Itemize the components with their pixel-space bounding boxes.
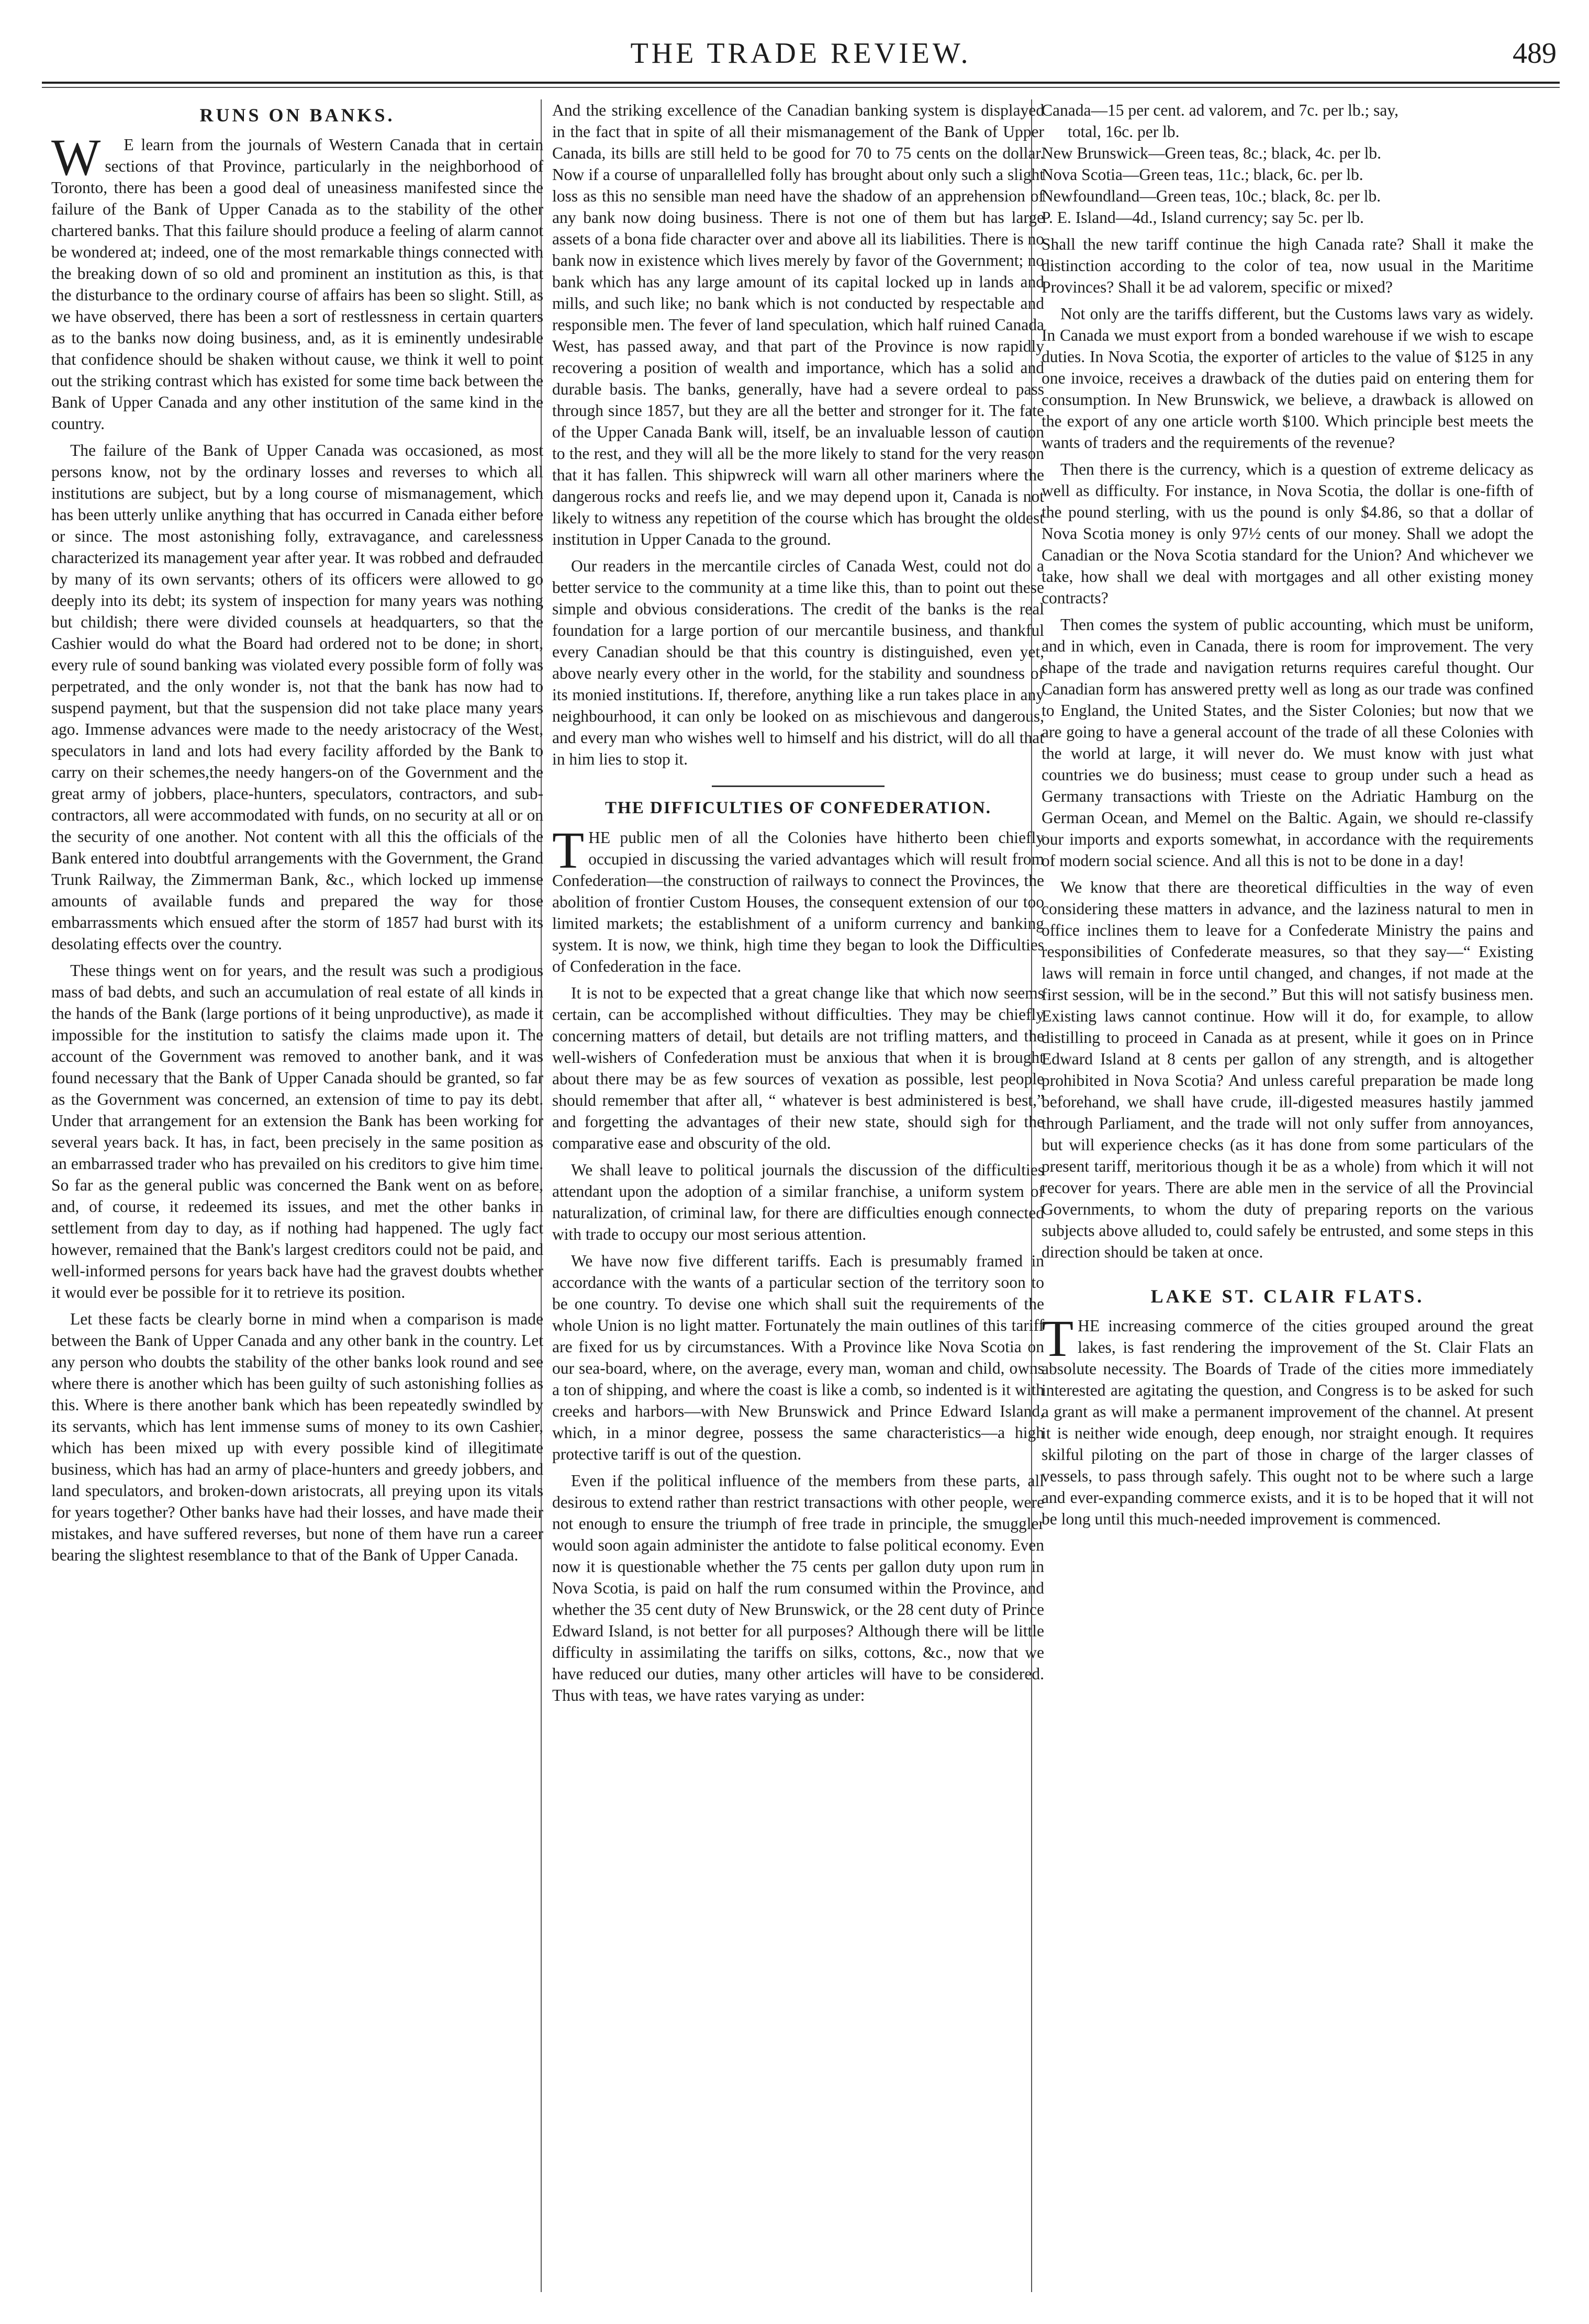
- article-paragraph: We shall leave to political journals the discussion of the difficulties attendant upon the adoption of a similar franchise, a uniform system of naturalization, of criminal law, for there are difficulties enough connected with trade to occupy our most serious attention.: [552, 1161, 1044, 1243]
- article-headline-st-clair: LAKE ST. CLAIR FLATS.: [1150, 1286, 1425, 1307]
- rate-line: Nova Scotia—Green teas, 11c.; black, 6c. per lb.: [1042, 165, 1363, 184]
- rate-line: P. E. Island—4d., Island currency; say 5c. per lb.: [1042, 208, 1364, 227]
- column-1: [51, 99, 543, 2303]
- tea-duty-rates: [1042, 99, 1534, 228]
- article-paragraph: Our readers in the mercantile circles of Canada West, could not do a better service to the community at a time like this, than to point out these simple and obvious considerations. The credit of the banks is the real foundation for a large portion of our mercantile business, and thankful every Canadian should be that this country is distinguished, even yet, above nearly every other in the world, for the stability and soundness of its monied institutions. If, therefore, anything like a run takes place in any neighbourhood, it can only be looked on as mischievous and dangerous, and every man who wishes well to himself and his district, will do all that in him lies to stop it.: [552, 557, 1044, 768]
- rate-line: total, 16c. per lb.: [1068, 122, 1180, 141]
- drop-cap: T: [552, 821, 585, 879]
- article-paragraph: The failure of the Bank of Upper Canada was occasioned, as most persons know, not by the ordinary losses and reverses to which all institutions are subject, but by a long course of mismanagement, which has been utterly unlike anything that has occurred in Canada either before or since. The most astonishing folly, extravagance, and carelessness characterized its management year after year. It was robbed and defrauded by many of its own servants; others of its officers were allowed to go deeply into its debt; its system of inspection for many years was nothing but childish; there were divided counsels at headquarters, so that the Cashier would do what the Board had ordered not to be done; in short, every rule of sound banking was violated every possible form of folly was perpetrated, and the only wonder is, not that the bank has now had to suspend payment, but that the suspension did not take place many years ago. Immense advances were made to the needy aristocracy of the West, speculators in land and lots had every facility afforded by the Bank to carry on their schemes,the needy hangers-on of the Government and the great army of jobbers, place-hunters, speculators, contractors, and sub-contractors, all were accommodated with funds, on no security at all or on the security of one another. Not content with all this the officials of the Bank entered into doubtful arrangements with the Government, the Grand Trunk Railway, the Zimmerman Bank, &c., which locked up immense amounts of available funds and prepared the way for those embarrassments which ensued after the storm of 1857 had burst with its desolating effects over the country.: [51, 441, 543, 953]
- publication-title: THE TRADE REVIEW.: [630, 37, 971, 70]
- column-2: [552, 99, 1044, 2303]
- article-paragraph: We know that there are theoretical difficulties in the way of even considering these matters in advance, and the laziness natural to men in office inclines them to leave for a Confederate Ministry the pains and responsibilities of Confederate measures, so that they say—“ Existing laws will remain in force until changed, and changes, if not made at the first session, will be in the second.” But this will not satisfy business men. Existing laws cannot continue. How will it do, for example, to allow distilling to proceed in Canada as at present, while it goes on in Prince Edward Island at 8 cents per gallon of any strength, and is altogether prohibited in Nova Scotia? And unless careful preparation be made long beforehand, we shall have crude, ill-digested measures hastily jammed through Parliament, and the trade will not only suffer from annoyances, but will experience checks (as it has done from some particulars of the present tariff, meritorious though it be as a whole) from which it will not recover for years. There are able men in the service of all the Provincial Governments, to whom the duty of preparing reports on the various subjects above alluded to, could safely be entrusted, and some steps in this direction should be taken at once.: [1042, 878, 1534, 1261]
- header-rule: [42, 82, 1560, 84]
- header-rule-thin: [42, 87, 1560, 88]
- article-headline-runs-on-banks: RUNS ON BANKS.: [199, 105, 395, 126]
- article-paragraph: Let these facts be clearly borne in mind when a comparison is made between the Bank of Upper Canada and any other bank in the country. Let any person who doubts the stability of the other banks look round and see where there is another which has been guilty of such astonishing follies as this. Where is there another bank which has been repeatedly swindled by its servants, which has lent immense sums of money to its own Cashier, which has been mixed up with every possible kind of illegitimate business, which has had an army of place-hunters and greedy jobbers, and land speculators, and broken-down aristocrats, all preying upon its vitals for years together? Other banks have had their losses, and have made their mistakes, and have suffered reverses, but none of them have run a career bearing the slightest resemblance to that of the Bank of Upper Canada.: [51, 1310, 543, 1564]
- article-paragraph: These things went on for years, and the result was such a prodigious mass of bad debts, and such an accumulation of real estate of all kinds in the hands of the Bank (large portions of it being unproductive), as made it impossible for the institution to satisfy the claims made upon it. The account of the Government was removed to another bank, and it was found necessary that the Bank of Upper Canada should be granted, so far as the Government was concerned, an extension of time to pay its debt. Under that arrangement for an extension the Bank has been working for several years back. It has, in fact, been precisely in the same position as an embarrassed trader who has prevailed on his creditors to give him time. So far as the general public was concerned the Bank went on as before, and, of course, it redeemed its issues, and met the other banks in settlement from day to day, as if nothing had happened. The ugly fact however, remained that the Bank's largest creditors could not be paid, and well-informed persons for years back have had the gravest doubts whether it would ever be possible for it to retrieve its position.: [51, 961, 543, 1301]
- article-paragraph: THE increasing commerce of the cities grouped around the great lakes, is fast rendering the improvement of the St. Clair Flats an absolute necessity. The Boards of Trade of the cities more immediately interested are agitating the question, and Congress is to be asked for such a grant as will make a permanent improvement of the channel. At present it is neither wide enough, deep enough, nor straight enough. It requires skilful piloting on the part of those in charge of the larger classes of vessels, to pass through safely. This ought not to be where such a large and ever-expanding commerce exists, and it is to be hoped that it will not be long until this much-needed improvement is commenced.: [1042, 1309, 1534, 1528]
- article-paragraph: THE public men of all the Colonies have hitherto been chiefly occupied in discussing the varied advantages which will result from Confederation—the construction of railways to connect the Provinces, the abolition of frontier Custom Houses, the consequent extension of our too limited markets; the establishment of a uniform currency and banking system. It is now, we think, high time they began to look the Difficulties of Confederation in the face.: [552, 821, 1044, 975]
- article-paragraph: Shall the new tariff continue the high Canada rate? Shall it make the distinction according to the color of tea, now usual in the Maritime Provinces? Shall it be ad valorem, specific or mixed?: [1042, 235, 1534, 296]
- drop-cap: W: [51, 128, 101, 186]
- article-paragraph: And the striking excellence of the Canadian banking system is displayed in the fact that in spite of all their mismanagement of the Bank of Upper Canada, its bills are still held to be good for 70 to 75 cents on the dollar. Now if a course of unparallelled folly has brought about only such a slight loss as this no sensible man need have the shadow of an apprehension of any bank now doing business. There is not one of them but has large assets of a bona fide character over and above all its liabilities. There is no bank now in existence which lives merely by favor of the Government; no bank which has any large amount of its capital locked up in lands and mills, and such like; no bank which is not conducted by respectable and responsible men. The fever of land speculation, which half ruined Canada West, has passed away, and that part of the Province is now rapidly recovering a position of wealth and importance, which has a solid and durable basis. The banks, generally, have had a severe ordeal to pass through since 1857, but they are all the better and stronger for it. The fate of the Upper Canada Bank will, itself, be an invaluable lesson of caution to the rest, and they will all be the more likely to stand for the very reason that it has fallen. This shipwreck will warn all other mariners where the dangerous rocks and reefs lie, and we may depend upon it, Canada is not likely to witness any repetition of the course which has brought the oldest institution in Upper Canada to the ground.: [552, 101, 1044, 548]
- article-paragraph: Then comes the system of public accounting, which must be uniform, and in which, even in Canada, there is room for improvement. The very shape of the trade and navigation returns requires careful thought. Our Canadian form has answered pretty well as long as our trade was confined to England, the United States, and the Sister Colonies; but now that we are going to have a general account of the trade of all these Colonies with the world at large, it will never do. We must know with just what countries we do business; must cease to group under such a head as Germany transactions with Trieste on the Adriatic Hamburg on the German Ocean, and Memel on the Baltic. Again, we should re-classify our imports and exports somewhat, in accordance with the requirements of modern social science. And all this is not to be done in a day!: [1042, 615, 1534, 870]
- rate-line: New Brunswick—Green teas, 8c.; black, 4c. per lb.: [1042, 144, 1382, 162]
- article-paragraph: We have now five different tariffs. Each is presumably framed in accordance with the wants of a particular section of the territory soon to be one country. To devise one which shall suit the requirements of the whole Union is no light matter. Fortunately the main outlines of this tariff are fixed for us by circumstances. With a Province like Nova Scotia on our sea-board, where, on the average, every man, woman and child, owns a ton of shipping, and where the coast is like a comb, so indented is it with creeks and harbors—with New Brunswick and Prince Edward Island, which, in a minor degree, possess the same characteristics—a high protective tariff is out of the question.: [552, 1252, 1044, 1463]
- article-paragraph: Not only are the tariffs different, but the Customs laws vary as widely. In Canada we must export from a bonded warehouse if we wish to escape duties. In Nova Scotia, the exporter of articles to the value of $125 in any one invoice, receives a drawback of the duties paid on entering them for consumption. In New Brunswick, we believe, a drawback is allowed on the export of any one article worth $100. Which principle best meets the wants of traders and the requirements of the revenue?: [1042, 305, 1534, 452]
- drop-cap: T: [1042, 1309, 1074, 1367]
- article-separator: [712, 785, 885, 787]
- column-3: [1042, 99, 1534, 2303]
- article-paragraph: It is not to be expected that a great change like that which now seems certain, can be accomplished without difficulties. They may be chiefly concerning matters of detail, but details are not trifling matters, and the well-wishers of Confederation must be anxious that when it is brought about there may be as few sources of vexation as possible, lest people should remember that after all, “ whatever is best administered is best,” and forgetting the advantages of their new state, should sigh for the comparative ease and obscurity of the old.: [552, 984, 1044, 1152]
- page-number: 489: [1513, 37, 1557, 70]
- article-paragraph: Then there is the currency, which is a question of extreme delicacy as well as difficulty. For instance, in Nova Scotia, the dollar is one-fifth of the pound sterling, with us the pound is only $4.86, so that a dollar of Nova Scotia money is only 97½ cents of our money. Shall we adopt the Canadian or the Nova Scotia standard for the Union? And whichever we take, how shall we deal with mortgages and all other existing money contracts?: [1042, 460, 1534, 607]
- article-headline-confederation: THE DIFFICULTIES OF CONFEDERATION.: [605, 799, 991, 817]
- article-paragraph: W E learn from the journals of Western Canada that in certain sections of that Province, particularly in the neighborhood of Toronto, there has been a good deal of uneasiness manifested since the failure of the Bank of Upper Canada as to the stability of the other chartered banks. That this failure should produce a feeling of alarm cannot be wondered at; indeed, one of the most remarkable things connected with the breaking down of so old and prominent an institution as this, is that the disturbance to the ordinary course of affairs has been so slight. Still, as we have observed, there has been a sort of restlessness in certain quarters as to the banks now doing business, and, as it is eminently undesirable that confidence should be shaken without cause, we think it well to point out the striking contrast which has existed for some time back between the Bank of Upper Canada and any other institution of the same kind in the country.: [51, 134, 543, 434]
- article-paragraph: Even if the political influence of the members from these parts, all desirous to extend rather than restrict transactions with other people, were not enough to ensure the triumph of free trade in principle, the smuggler would soon again administer the antidote to false political economy. Even now it is questionable whether the 75 cents per gallon duty upon rum in Nova Scotia, is paid on half the rum consumed within the Province, and whether the 35 cent duty of New Brunswick, or the 28 cent duty of Prince Edward Island, is not better for all purposes? Although there will be little difficulty in assimilating the tariffs on silks, cottons, &c., now that we have reduced our duties, many other articles will have to be considered. Thus with teas, we have rates varying as under:: [552, 1472, 1044, 1704]
- rate-line: Canada—15 per cent. ad valorem, and 7c. per lb.; say,: [1042, 101, 1398, 119]
- running-head: [42, 32, 1560, 80]
- rate-line: Newfoundland—Green teas, 10c.; black, 8c. per lb.: [1042, 187, 1381, 205]
